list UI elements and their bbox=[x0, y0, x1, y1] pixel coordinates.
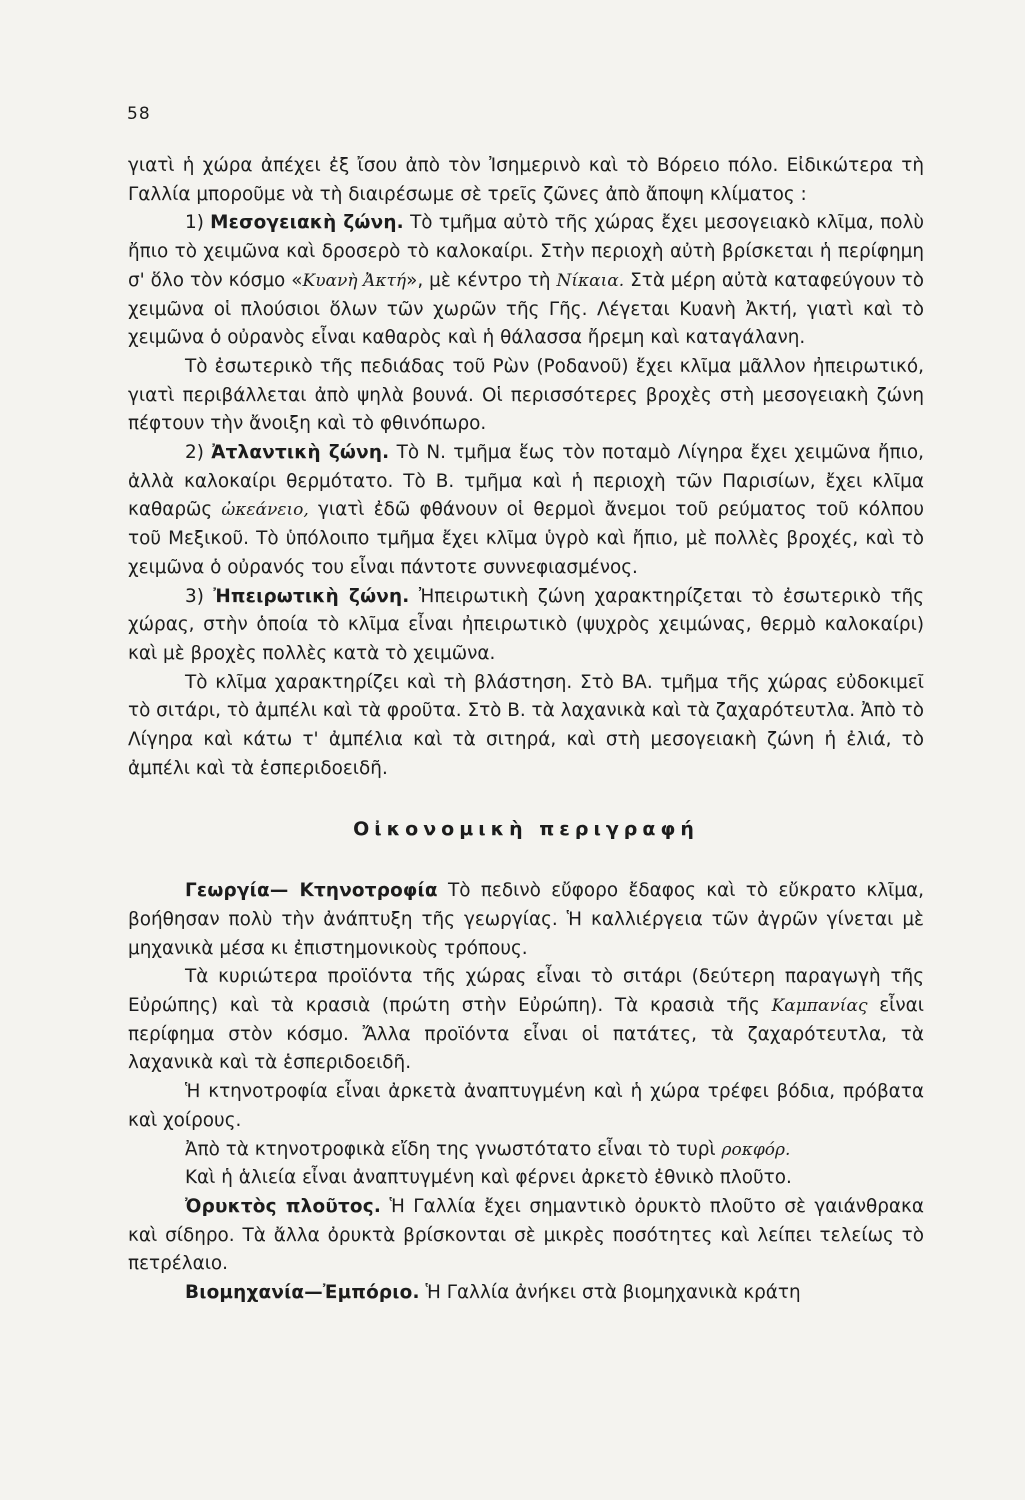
body-text bbox=[128, 152, 924, 1308]
paragraph-text: Τὰ κυριώτερα προϊόντα τῆς χώρας εἶναι τὸ σιτάρι (δεύτερη παραγωγὴ τῆς Εὐρώπης) καὶ τὰ κρασιὰ (πρώτη στὴν Εὐρώπη). Τὰ κρασιὰ τῆς bbox=[128, 966, 924, 1016]
livestock-paragraph: Ἡ κτηνοτροφία εἶναι ἀρκετὰ ἀναπτυγμένη καὶ ἡ χώρα τρέφει βόδια, πρόβατα καὶ χοίρους. bbox=[128, 1081, 924, 1131]
intro-paragraph: γιατὶ ἡ χώρα ἀπέχει ἐξ ἴσου ἀπὸ τὸν Ἰσημερινὸ καὶ τὸ Βόρειο πόλο. Εἰδικώτερα τὴ Γαλλία μποροῦμε νὰ τὴ διαιρέσωμε σὲ τρεῖς ζῶνες ἀπὸ ἄποψη κλίματος : bbox=[128, 155, 924, 205]
emphasis: ροκφόρ. bbox=[721, 1139, 791, 1160]
paragraph-text: Τὸ Ν. τμῆμα ἕως τὸν ποταμὸ Λίγηρα ἔχει χειμῶνα ἤπιο, ἀλλὰ καλοκαίρι θερμότατο. Τὸ Β. τμῆμα καὶ ἡ περιοχὴ τῶν Παρισίων, ἔχει κλῖμα καθαρῶς bbox=[128, 442, 924, 521]
paragraph-text: Ἡ Γαλλία ἀνήκει στὰ βιομηχανικὰ κράτη bbox=[425, 1282, 801, 1304]
zone-mediterranean-paragraph bbox=[128, 209, 924, 353]
vegetation-paragraph: Τὸ κλῖμα χαρακτηρίζει καὶ τὴ βλάστηση. Στὸ ΒΑ. τμῆμα τῆς χώρας εὐδοκιμεῖ τὸ σιτάρι, τὸ ἀμπέλι καὶ τὰ φροῦτα. Στὸ Β. τὰ λαχανικὰ καὶ τὰ ζαχαρότευτλα. Ἀπὸ τὸ Λίγηρα καὶ κάτω τ' ἀμπέλια καὶ τὰ σιτηρά, καὶ στὴ μεσογειακὴ ζώνη ἡ ἐλιά, τὸ ἀμπέλι καὶ τὰ ἑσπεριδοειδῆ. bbox=[128, 671, 925, 779]
section-title: Οἰκονομικὴ περιγραφή bbox=[353, 818, 699, 841]
zone-number: 2) bbox=[185, 442, 204, 464]
cheese-paragraph bbox=[128, 1136, 924, 1165]
zone-continental-paragraph bbox=[128, 583, 924, 669]
zone-heading: Ἀτλαντικὴ ζώνη. bbox=[211, 442, 390, 464]
paragraph-text: Ἀπὸ τὰ κτηνοτροφικὰ εἴδη της γνωστότατο εἶναι τὸ τυρὶ bbox=[185, 1138, 716, 1160]
zone-heading: Μεσογειακὴ ζώνη. bbox=[210, 212, 404, 234]
paragraph-text: », μὲ κέντρο τὴ bbox=[406, 269, 551, 291]
zone-number: 1) bbox=[185, 212, 204, 234]
paragraph-text: Τὸ πεδινὸ εὔφορο ἔδαφος καὶ τὸ εὔκρατο κλῖμα, βοήθησαν πολὺ τὴν ἀνάπτυξη τῆς γεωργίας. Ἡ καλλιέργεια τῶν ἀγρῶν γίνεται μὲ μηχανικὰ μέσα κι ἐπιστημονικοὺς τρόπους. bbox=[128, 880, 924, 959]
fishing-paragraph: Καὶ ἡ ἁλιεία εἶναι ἀναπτυγμένη καὶ φέρνει ἀρκετὸ ἐθνικὸ πλοῦτο. bbox=[185, 1167, 792, 1189]
paragraph-text: γιατὶ ἐδῶ φθάνουν οἱ θερμοὶ ἄνεμοι τοῦ ρεύματος τοῦ κόλπου τοῦ Μεξικοῦ. Τὸ ὑπόλοιπο τμῆμα ἔχει κλῖμα ὑγρὸ καὶ ἤπιο, μὲ πολλὲς βροχές, καὶ τὸ χειμῶνα ὁ οὐρανός του εἶναι πάντοτε συννεφιασμένος. bbox=[128, 499, 924, 578]
zone-number: 3) bbox=[185, 585, 204, 607]
industry-paragraph bbox=[128, 1279, 924, 1308]
place-name: Κυανὴ Ἀκτή bbox=[302, 270, 407, 291]
paragraph-text: Τὸ τμῆμα αὐτὸ τῆς χώρας ἔχει μεσογειακὸ κλῖμα, πολὺ ἤπιο τὸ χειμῶνα καὶ δροσερὸ τὸ καλοκαίρι. Στὴν περιοχὴ αὐτὴ βρίσκεται ἡ περίφημη σ' ὅλο τὸν κόσμο « bbox=[128, 212, 924, 291]
minerals-paragraph bbox=[128, 1193, 924, 1279]
zone-atlantic-paragraph bbox=[128, 439, 924, 583]
subheading: Ὀρυκτὸς πλοῦτος. bbox=[185, 1195, 382, 1217]
place-name: Νίκαια. bbox=[556, 270, 625, 291]
paragraph-text: Ἡ Γαλλία ἔχει σημαντικὸ ὀρυκτὸ πλοῦτο σὲ γαιάνθρακα καὶ σίδηρο. Τὰ ἄλλα ὀρυκτὰ βρίσκονται σὲ μικρὲς ποσότητες καὶ λείπει τελείως τὸ πετρέλαιο. bbox=[128, 1195, 924, 1275]
paragraph-text: Στὰ μέρη αὐτὰ καταφεύγουν τὸ χειμῶνα οἱ πλούσιοι ὅλων τῶν χωρῶν τῆς Γῆς. Λέγεται Κυανὴ Ἀκτή, γιατὶ καὶ τὸ χειμῶνα ὁ οὐρανὸς εἶναι καθαρὸς καὶ ἡ θάλασσα ἤρεμη καὶ καταγάλανη. bbox=[128, 269, 924, 349]
place-name: Καμπανίας bbox=[771, 995, 868, 1016]
subheading: Βιομηχανία—Ἐμπόριο. bbox=[185, 1282, 420, 1304]
subheading: Γεωργία— Κτηνοτροφία bbox=[185, 880, 438, 902]
paragraph-text: εἶναι περίφημα στὸν κόσμο. Ἄλλα προϊόντα εἶναι οἱ πατάτες, τὰ ζαχαρότευτλα, τὰ λαχανικὰ καὶ τὰ ἑσπεριδοειδῆ. bbox=[128, 994, 924, 1074]
products-paragraph bbox=[128, 963, 924, 1078]
agriculture-paragraph bbox=[128, 877, 924, 963]
page-number: 58 bbox=[127, 104, 151, 124]
zone-interior-paragraph: Τὸ ἐσωτερικὸ τῆς πεδιάδας τοῦ Ρὼν (Ροδανοῦ) ἔχει κλῖμα μᾶλλον ἠπειρωτικό, γιατὶ περιβάλλεται ἀπὸ ψηλὰ βουνά. Οἱ περισσότερες βροχὲς στὴ μεσογειακὴ ζώνη πέφτουν τὴν ἄνοιξη καὶ τὸ φθινόπωρο. bbox=[128, 355, 924, 435]
emphasis: ὠκεάνειο, bbox=[221, 500, 309, 521]
paragraph-text: Ἠπειρωτικὴ ζώνη χαρακτηρίζεται τὸ ἐσωτερικὸ τῆς χώρας, στὴν ὁποία τὸ κλῖμα εἶναι ἠπειρωτικὸ (ψυχρὸς χειμώνας, θερμὸ καλοκαίρι) καὶ μὲ βροχὲς πολλὲς κατὰ τὸ χειμῶνα. bbox=[128, 585, 924, 664]
zone-heading: Ἠπειρωτικὴ ζώνη. bbox=[213, 585, 410, 607]
